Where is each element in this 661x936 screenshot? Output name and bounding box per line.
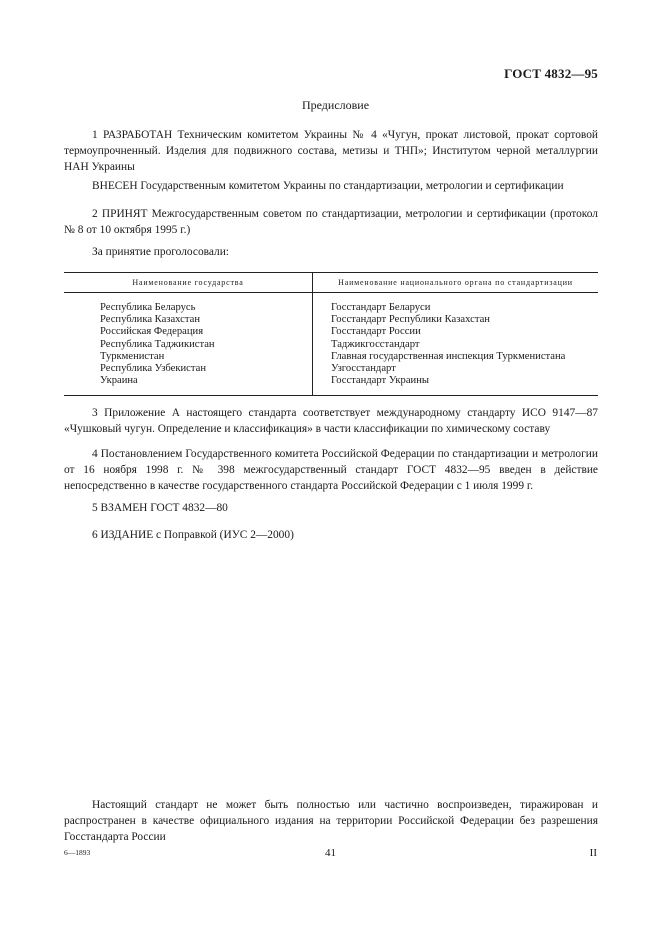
- paragraph-edition: 6 ИЗДАНИЕ с Поправкой (ИУС 2—2000): [92, 529, 294, 541]
- table-row: [64, 293, 598, 396]
- paragraph-resolution: 4 Постановлением Государственного комитета Российской Федерации по стандартизации и метрологии от 16 ноября 1998 г. № 398 межгосударственный стандарт ГОСТ 4832—95 введен в действие непосредственно в качестве государственного стандарта Российской Федерации с 1 июля 1999 г.: [64, 448, 598, 492]
- state-name: Республика Казахстан: [100, 314, 201, 326]
- roman-page-number: II: [589, 847, 597, 859]
- copyright-notice: Настоящий стандарт не может быть полностью или частично воспроизведен, тиражирован и распространен в качестве официального издания на территории Российской Федерации без разрешения Госстандарта России: [64, 799, 598, 843]
- state-name: Российская Федерация: [100, 326, 204, 338]
- standards-body-name: Госстандарт Украины: [331, 375, 429, 387]
- table-header-body: Наименование национального органа по стандартизации: [313, 273, 599, 293]
- paragraph-submitted: ВНЕСЕН Государственным комитетом Украины по стандартизации, метрологии и сертификации: [92, 180, 564, 192]
- standard-code: ГОСТ 4832—95: [504, 66, 598, 81]
- voted-label: За принятие проголосовали:: [92, 246, 229, 258]
- state-name: Республика Узбекистан: [100, 363, 207, 375]
- body-column: [313, 293, 599, 396]
- standards-body-name: Госстандарт России: [331, 326, 421, 338]
- print-code: 6—1893: [64, 848, 91, 857]
- state-name: Республика Беларусь: [100, 302, 196, 313]
- paragraph-replaces: 5 ВЗАМЕН ГОСТ 4832—80: [92, 502, 228, 514]
- state-column: [64, 293, 313, 396]
- standards-body-name: Госстандарт Беларуси: [331, 302, 431, 313]
- state-name: Туркменистан: [100, 350, 165, 362]
- paragraph-annex: 3 Приложение А настоящего стандарта соответствует международному стандарту ИСО 9147—87 «Чушковый чугун. Определение и классификация» в части классификации по химическому составу: [64, 407, 598, 435]
- paragraph-developed: 1 РАЗРАБОТАН Техническим комитетом Украины № 4 «Чугун, прокат листовой, прокат сортовой термоупрочненный. Изделия для подвижного состава, метизы и ТНП»; Институтом черной металлургии НАН Украины: [64, 129, 598, 173]
- page-title: Предисловие: [301, 98, 370, 112]
- page-number: 41: [325, 847, 336, 859]
- standards-body-name: Таджикгосстандарт: [331, 338, 420, 350]
- table-header-state: Наименование государства: [64, 273, 313, 293]
- state-name: Республика Таджикистан: [100, 338, 215, 350]
- state-name: Украина: [100, 375, 138, 387]
- paragraph-adopted: 2 ПРИНЯТ Межгосударственным советом по стандартизации, метрологии и сертификации (протокол № 8 от 10 октября 1995 г.): [64, 208, 598, 236]
- voting-table: [64, 272, 598, 396]
- standards-body-name: Госстандарт Республики Казахстан: [331, 314, 490, 326]
- standards-body-name: Узгосстандарт: [331, 363, 396, 375]
- standards-body-name: Главная государственная инспекция Туркменистана: [331, 350, 566, 362]
